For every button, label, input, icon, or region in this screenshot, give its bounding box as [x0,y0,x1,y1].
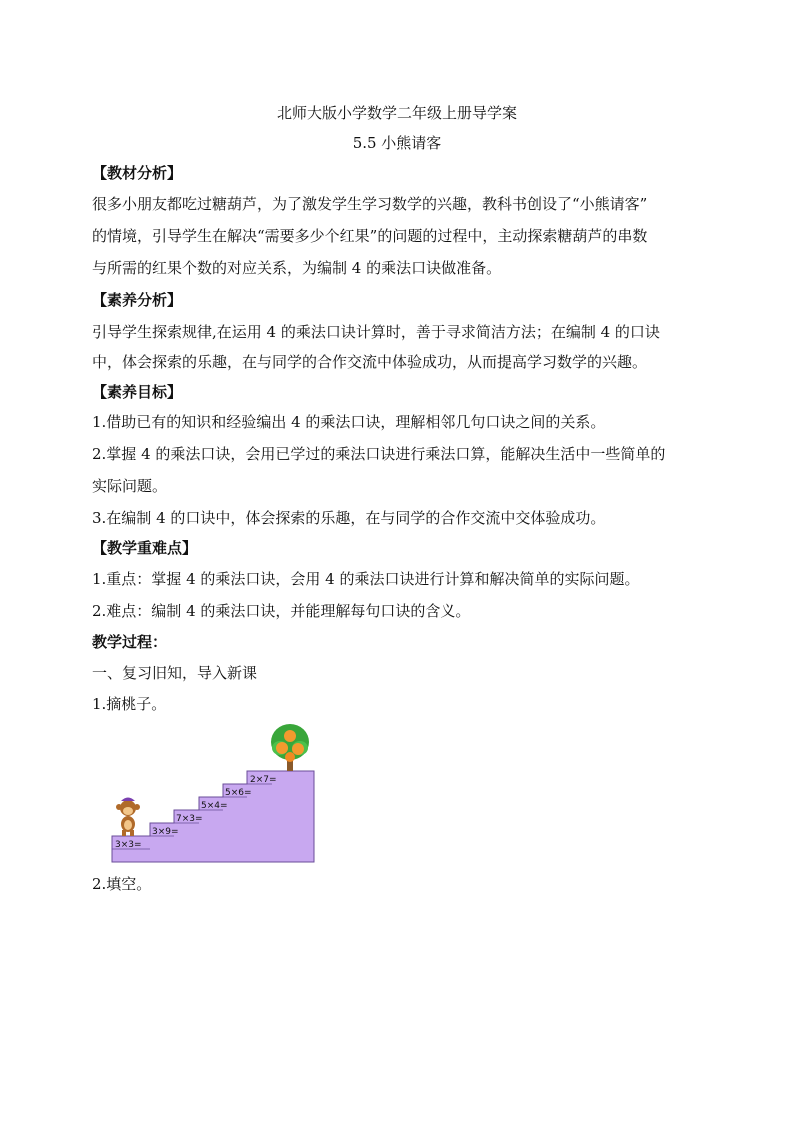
step-label-6: 2×7= [250,775,277,785]
analysis-line-2: 的情境，引导学生在解决“需要多少个红果”的问题的过程中，主动探索糖葫芦的串数 [92,227,648,245]
analysis-line-1: 很多小朋友都吃过糖葫芦，为了激发学生学习数学的兴趣，教科书创设了“小熊请客” [92,195,648,213]
goals-line-3: 实际问题。 [92,477,168,495]
step-label-3: 7×3= [176,814,203,824]
staircase-illustration [110,722,320,864]
step-label-5: 5×6= [225,788,252,798]
monkey-icon [116,798,140,837]
keypoints-line-2: 2.难点：编制 4 的乘法口诀，并能理解每句口诀的含义。 [92,602,471,620]
stairs-shape [112,771,314,862]
keypoints-line-1: 1.重点：掌握 4 的乘法口诀，会用 4 的乘法口诀进行计算和解决简单的实际问题。 [92,570,640,588]
step-label-4: 5×4= [201,801,228,811]
heading-key-points: 【教学重难点】 [92,539,198,557]
step-label-1: 3×3= [115,840,142,850]
analysis-line-3: 与所需的红果个数的对应关系，为编制 4 的乘法口诀做准备。 [92,259,502,277]
literacy-line-2: 中，体会探索的乐趣，在与同学的合作交流中体验成功，从而提高学习数学的兴趣。 [92,353,648,371]
heading-teaching-process: 教学过程： [92,633,168,651]
item-fill-blanks: 2.填空。 [92,875,152,893]
literacy-line-1: 引导学生探索规律,在运用 4 的乘法口诀计算时，善于寻求简洁方法；在编制 4 的口诀 [92,323,660,341]
step-label-2: 3×9= [152,827,179,837]
heading-literacy-analysis: 【素养分析】 [92,291,183,309]
goals-line-1: 1.借助已有的知识和经验编出 4 的乘法口诀，理解相邻几句口诀之间的关系。 [92,413,606,431]
heading-literacy-goals: 【素养目标】 [92,383,183,401]
item-pick-peaches: 1.摘桃子。 [92,695,167,713]
document-title: 北师大版小学数学二年级上册导学案 [276,104,517,122]
peach-staircase-figure [110,722,320,864]
part-1-title: 一、复习旧知，导入新课 [92,664,258,682]
peach-tree-icon [271,724,309,771]
goals-line-4: 3.在编制 4 的口诀中，体会探索的乐趣，在与同学的合作交流中交体验成功。 [92,509,606,527]
goals-line-2: 2.掌握 4 的乘法口诀，会用已学过的乘法口诀进行乘法口算，能解决生活中一些简单的 [92,445,666,463]
heading-textbook-analysis: 【教材分析】 [92,164,183,182]
lesson-title: 5.5 小熊请客 [352,134,442,152]
